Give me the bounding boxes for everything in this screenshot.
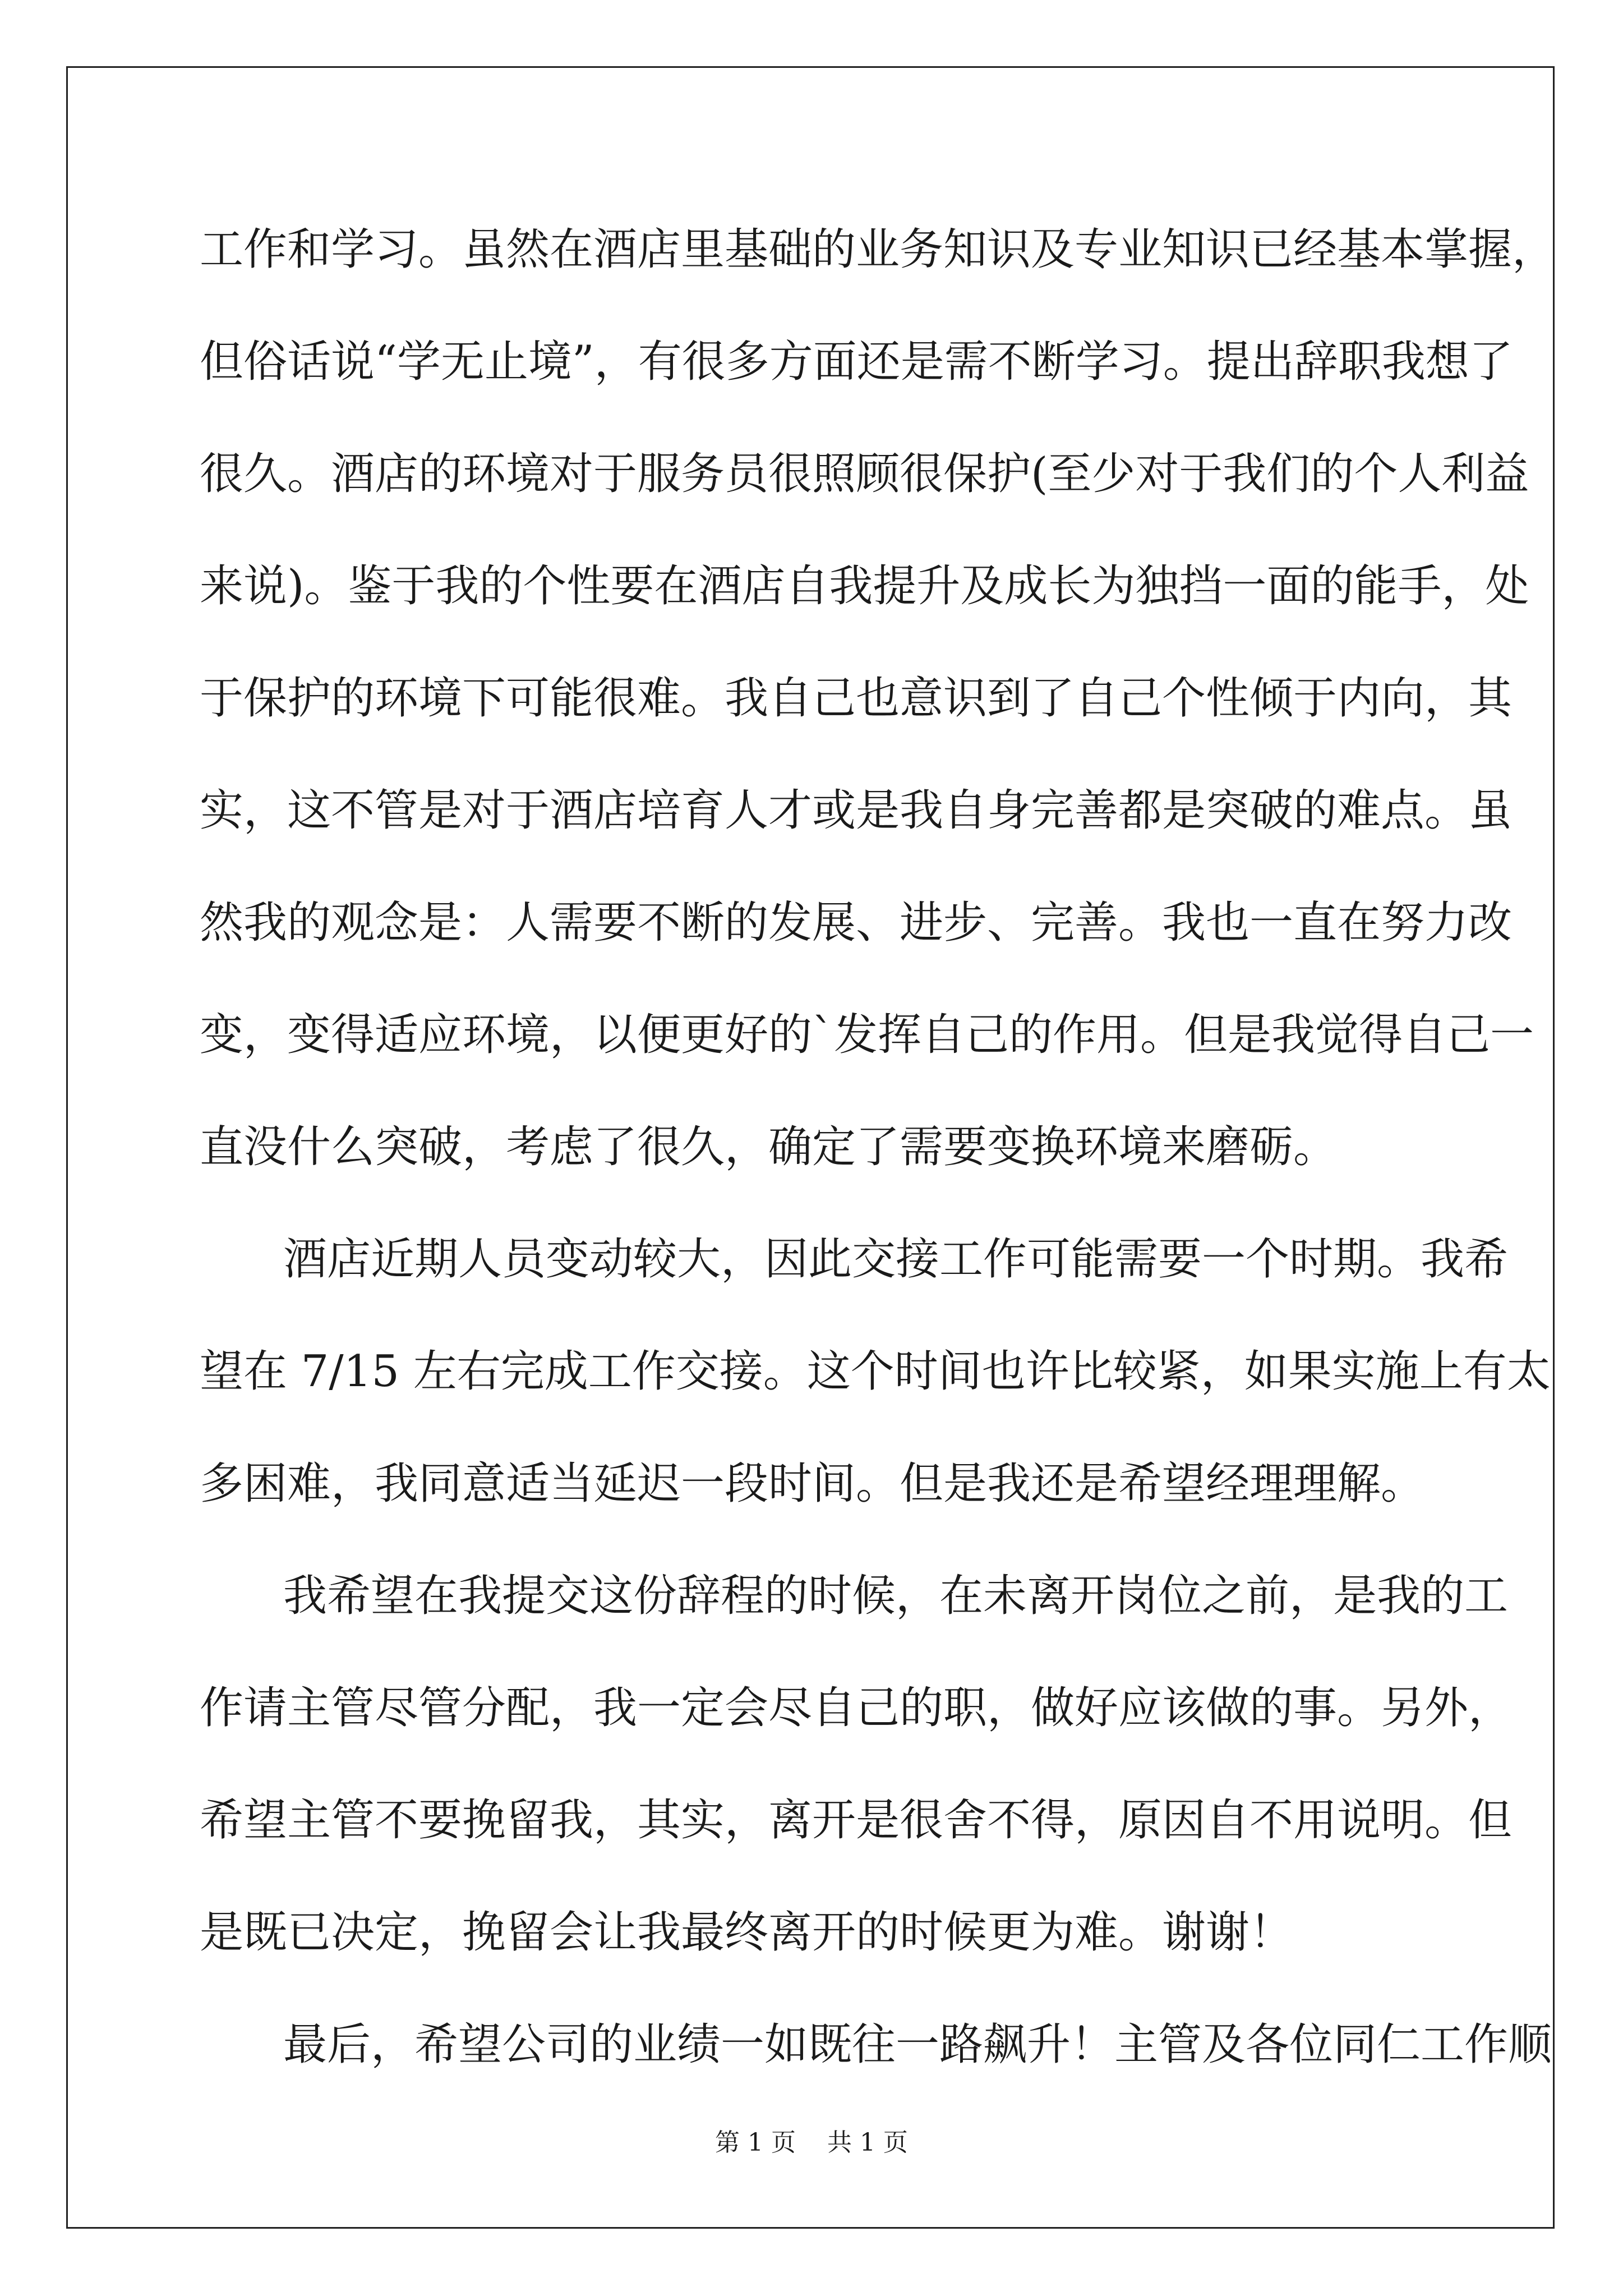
text-line: 直没什么突破，考虑了很久，确定了需要变换环境来磨砺。 <box>200 1122 1338 1172</box>
text-line: 多困难，我同意适当延迟一段时间。但是我还是希望经理理解。 <box>200 1458 1425 1509</box>
text-line: 工作和学习。虽然在酒店里基础的业务知识及专业知识已经基本掌握， <box>200 224 1556 275</box>
text-line: 来说)。鉴于我的个性要在酒店自我提升及成长为独挡一面的能手，处 <box>200 561 1529 611</box>
paragraph-start-line: 最后，希望公司的业绩一如既往一路飙升！主管及各位同仁工作顺 <box>283 2019 1552 2070</box>
text-line: 然我的观念是：人需要不断的发展、进步、完善。我也一直在努力改 <box>200 898 1513 948</box>
text-line: 但俗话说“学无止境”，有很多方面还是需不断学习。提出辞职我想了 <box>200 337 1513 387</box>
text-line: 是既已决定，挽留会让我最终离开的时候更为难。谢谢！ <box>200 1907 1294 1958</box>
paragraph-start-line: 酒店近期人员变动较大，因此交接工作可能需要一个时期。我希 <box>283 1234 1509 1285</box>
text-line: 望在 7/15 左右完成工作交接。这个时间也许比较紧，如果实施上有太 <box>200 1346 1551 1397</box>
page-number-footer: 第 1 页 共 1 页 <box>715 2128 908 2157</box>
paragraph-start-line: 我希望在我提交这份辞程的时候，在未离开岗位之前，是我的工 <box>283 1571 1509 1621</box>
text-line: 希望主管不要挽留我，其实，离开是很舍不得，原因自不用说明。但 <box>200 1795 1513 1846</box>
text-line: 于保护的环境下可能很难。我自己也意识到了自己个性倾于内向，其 <box>200 673 1513 724</box>
text-line: 实，这不管是对于酒店培育人才或是我自身完善都是突破的难点。虽 <box>200 785 1513 836</box>
text-line: 变，变得适应环境，以便更好的`发挥自己的作用。但是我觉得自己一 <box>200 1010 1534 1060</box>
text-line: 很久。酒店的环境对于服务员很照顾很保护(至少对于我们的个人利益 <box>200 449 1529 499</box>
text-line: 作请主管尽管分配，我一定会尽自己的职，做好应该做的事。另外， <box>200 1683 1513 1733</box>
